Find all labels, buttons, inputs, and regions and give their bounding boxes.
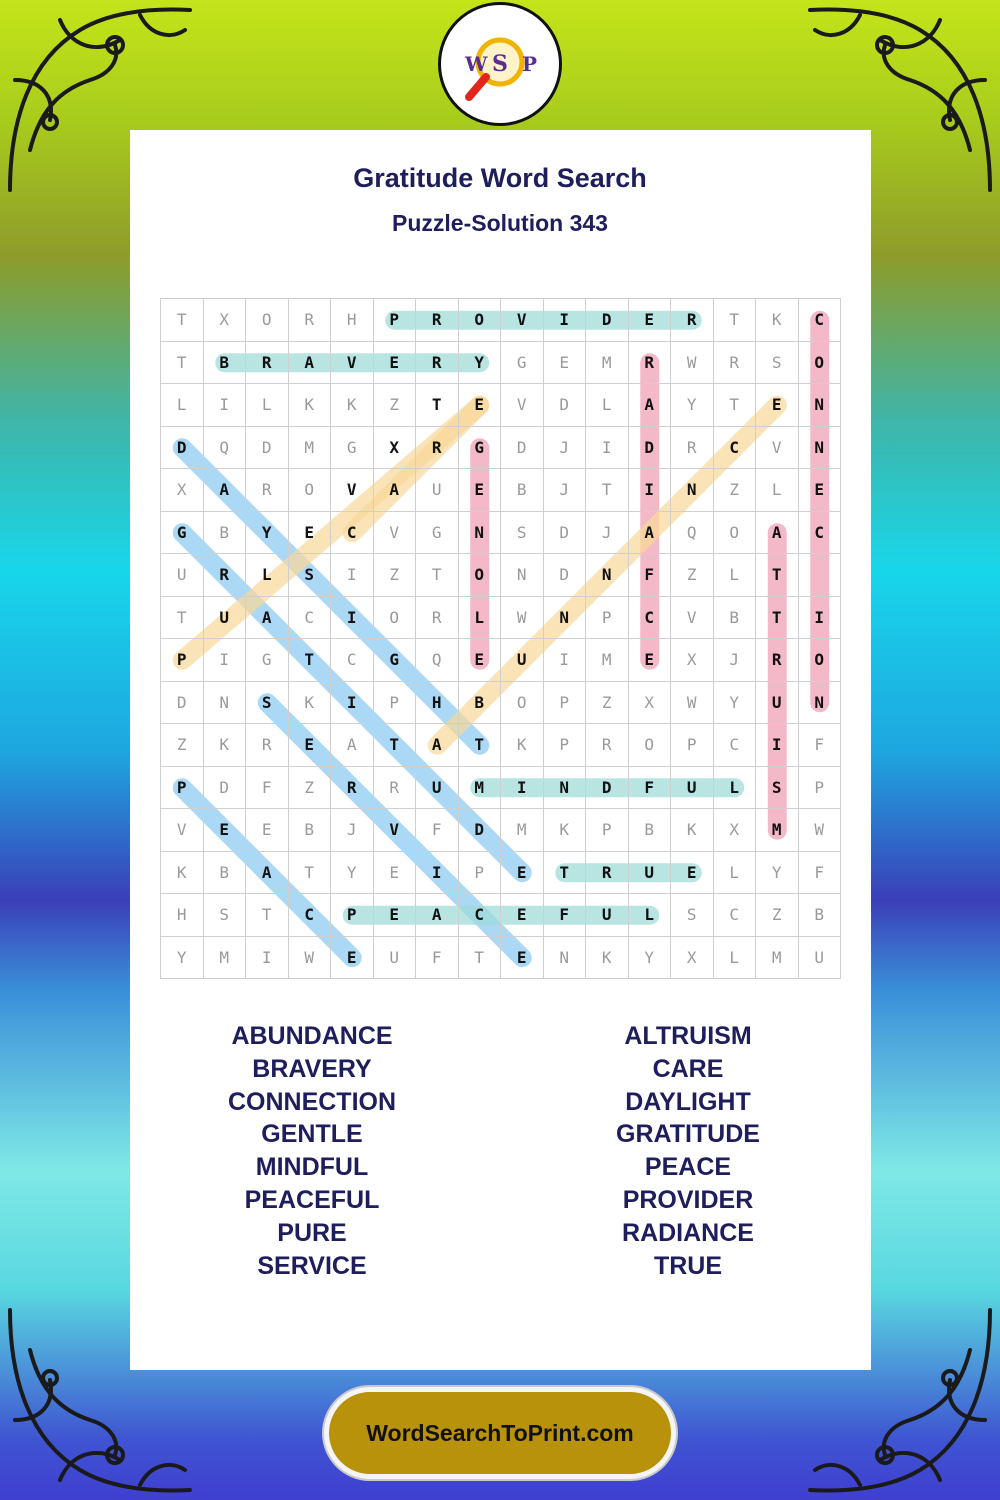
grid-cell[interactable]: B — [799, 894, 842, 937]
grid-cell[interactable]: Z — [374, 554, 417, 597]
grid-cell[interactable]: E — [374, 342, 417, 385]
grid-cell[interactable]: L — [161, 384, 204, 427]
grid-cell[interactable]: M — [289, 427, 332, 470]
grid-cell[interactable]: F — [799, 852, 842, 895]
grid-cell[interactable]: U — [671, 767, 714, 810]
grid-cell[interactable]: I — [501, 767, 544, 810]
grid-cell[interactable]: V — [501, 384, 544, 427]
grid-cell[interactable]: I — [331, 554, 374, 597]
grid-cell[interactable]: U — [416, 469, 459, 512]
logo-letter-s: S — [492, 51, 508, 77]
grid-cell[interactable]: M — [459, 767, 502, 810]
grid-cell[interactable]: M — [756, 809, 799, 852]
grid-cell[interactable]: X — [161, 469, 204, 512]
grid-cell[interactable]: Z — [671, 554, 714, 597]
grid-cell[interactable]: L — [756, 469, 799, 512]
grid-cell[interactable]: G — [501, 342, 544, 385]
word-list-item: PEACE — [644, 1153, 732, 1182]
grid-cell[interactable]: S — [501, 512, 544, 555]
grid-cell[interactable]: E — [204, 809, 247, 852]
grid-cell[interactable]: V — [374, 512, 417, 555]
grid-cell[interactable]: B — [501, 469, 544, 512]
grid-cell[interactable]: T — [161, 342, 204, 385]
grid-cell[interactable]: A — [246, 852, 289, 895]
grid-cell[interactable]: Z — [161, 724, 204, 767]
grid-cell[interactable]: S — [756, 767, 799, 810]
grid-cell[interactable]: K — [501, 724, 544, 767]
grid-cell[interactable]: R — [671, 299, 714, 342]
grid-cell[interactable]: T — [586, 469, 629, 512]
grid-cell[interactable]: R — [416, 597, 459, 640]
grid-cell[interactable]: I — [799, 597, 842, 640]
grid-cell[interactable]: Z — [714, 469, 757, 512]
grid-cell[interactable]: H — [331, 299, 374, 342]
grid-cell[interactable]: T — [714, 384, 757, 427]
grid-cell[interactable]: E — [629, 299, 672, 342]
grid-cell[interactable]: S — [204, 894, 247, 937]
grid-cell[interactable]: Y — [714, 682, 757, 725]
word-list-item: TRUE — [653, 1251, 723, 1280]
grid-cell[interactable]: D — [586, 767, 629, 810]
grid-cell[interactable]: D — [586, 299, 629, 342]
grid-cell[interactable]: O — [459, 554, 502, 597]
grid-cell[interactable]: R — [671, 427, 714, 470]
grid-cell[interactable]: I — [416, 852, 459, 895]
grid-cell[interactable]: A — [289, 342, 332, 385]
grid-cell[interactable]: O — [289, 469, 332, 512]
grid-cell[interactable]: B — [204, 342, 247, 385]
grid-cell[interactable]: H — [416, 682, 459, 725]
grid-cell[interactable]: E — [331, 937, 374, 980]
page-subtitle: Puzzle-Solution 343 — [392, 210, 608, 236]
grid-cell[interactable]: F — [799, 724, 842, 767]
grid-cell[interactable]: P — [799, 767, 842, 810]
grid-cell[interactable]: R — [714, 342, 757, 385]
word-list-item: PURE — [277, 1218, 347, 1247]
grid-cell[interactable]: P — [374, 299, 417, 342]
grid-cell[interactable]: R — [246, 724, 289, 767]
grid-cell[interactable]: I — [544, 639, 587, 682]
grid-cell[interactable]: Y — [246, 512, 289, 555]
word-list-item: ALTRUISM — [624, 1022, 752, 1050]
word-list-left — [162, 1020, 462, 1282]
grid-cell[interactable]: Z — [586, 682, 629, 725]
grid-cell[interactable]: I — [756, 724, 799, 767]
grid-cell[interactable]: S — [671, 894, 714, 937]
word-list-item: RADIANCE — [622, 1218, 754, 1247]
grid-cell[interactable]: L — [629, 894, 672, 937]
grid-cell[interactable] — [799, 554, 842, 597]
grid-cell[interactable]: I — [331, 682, 374, 725]
grid-cell[interactable]: U — [501, 639, 544, 682]
grid-cell[interactable]: A — [331, 724, 374, 767]
grid-cell[interactable]: C — [799, 299, 842, 342]
grid-cell[interactable]: D — [629, 427, 672, 470]
grid-cell[interactable]: C — [289, 597, 332, 640]
grid-cell[interactable]: E — [459, 469, 502, 512]
grid-cell[interactable]: R — [204, 554, 247, 597]
grid-cell[interactable]: U — [586, 894, 629, 937]
grid-cell[interactable]: D — [501, 427, 544, 470]
grid-cell[interactable]: A — [629, 512, 672, 555]
grid-cell[interactable]: D — [544, 512, 587, 555]
grid-cell[interactable]: C — [714, 724, 757, 767]
grid-cell[interactable]: K — [161, 852, 204, 895]
grid-cell[interactable]: E — [289, 512, 332, 555]
grid-cell[interactable]: E — [799, 469, 842, 512]
grid-cell[interactable]: A — [374, 469, 417, 512]
word-list-item: PEACEFUL — [244, 1185, 380, 1214]
grid-cell[interactable]: T — [544, 852, 587, 895]
grid-cell[interactable]: G — [246, 639, 289, 682]
grid-cell[interactable]: B — [204, 852, 247, 895]
grid-cell[interactable]: J — [544, 469, 587, 512]
word-list-item: CONNECTION — [227, 1087, 397, 1116]
site-logo[interactable] — [438, 2, 562, 126]
grid-cell[interactable]: V — [671, 597, 714, 640]
grid-cell[interactable]: O — [459, 299, 502, 342]
grid-cell[interactable]: A — [246, 597, 289, 640]
grid-cell[interactable]: J — [331, 809, 374, 852]
website-label: WordSearchToPrint.com — [366, 1419, 634, 1446]
grid-cell[interactable]: T — [416, 384, 459, 427]
grid-cell[interactable]: F — [629, 554, 672, 597]
grid-cell[interactable]: R — [331, 767, 374, 810]
grid-cell[interactable]: E — [289, 724, 332, 767]
grid-cell[interactable]: G — [161, 512, 204, 555]
grid-cell[interactable]: K — [756, 299, 799, 342]
grid-cell[interactable]: O — [799, 639, 842, 682]
grid-cell[interactable]: A — [416, 894, 459, 937]
grid-cell[interactable]: Z — [756, 894, 799, 937]
grid-cell[interactable]: U — [416, 767, 459, 810]
grid-cell[interactable]: R — [246, 469, 289, 512]
grid-cell[interactable]: E — [501, 937, 544, 980]
grid-cell[interactable]: L — [246, 384, 289, 427]
grid-cell[interactable]: I — [544, 299, 587, 342]
grid-cell[interactable]: D — [161, 682, 204, 725]
grid-cell[interactable]: G — [459, 427, 502, 470]
grid-cell[interactable]: P — [459, 852, 502, 895]
grid-cell[interactable]: G — [374, 639, 417, 682]
grid-cell[interactable]: P — [671, 724, 714, 767]
grid-cell[interactable]: F — [629, 767, 672, 810]
grid-cell[interactable]: W — [671, 342, 714, 385]
grid-cell[interactable]: N — [204, 682, 247, 725]
grid-cell[interactable]: U — [756, 682, 799, 725]
grid-cell[interactable]: U — [204, 597, 247, 640]
grid-cell[interactable]: R — [586, 852, 629, 895]
grid-cell[interactable]: U — [629, 852, 672, 895]
grid-cell[interactable]: Q — [416, 639, 459, 682]
grid-cell[interactable]: T — [289, 852, 332, 895]
grid-cell[interactable]: V — [331, 342, 374, 385]
grid-cell[interactable]: K — [544, 809, 587, 852]
grid-cell[interactable]: F — [246, 767, 289, 810]
grid-cell[interactable]: Y — [629, 937, 672, 980]
logo-letter-p: P — [522, 52, 538, 76]
grid-cell[interactable]: D — [459, 809, 502, 852]
grid-cell[interactable]: K — [289, 384, 332, 427]
grid-cell[interactable]: T — [161, 299, 204, 342]
logo-letter-w: W — [465, 52, 488, 76]
grid-cell[interactable]: T — [756, 597, 799, 640]
grid-cell[interactable]: M — [586, 342, 629, 385]
grid-cell[interactable]: E — [246, 809, 289, 852]
grid-cell[interactable]: P — [161, 767, 204, 810]
grid-cell[interactable]: E — [459, 384, 502, 427]
grid-cell[interactable]: D — [204, 767, 247, 810]
grid-cell[interactable]: B — [289, 809, 332, 852]
grid-cell[interactable]: F — [544, 894, 587, 937]
grid-cell[interactable]: N — [501, 554, 544, 597]
grid-cell[interactable]: E — [501, 852, 544, 895]
grid-cell[interactable]: K — [671, 809, 714, 852]
grid-cell[interactable]: K — [586, 937, 629, 980]
grid-cell[interactable]: P — [374, 682, 417, 725]
grid-cell[interactable]: N — [544, 597, 587, 640]
grid-cell[interactable]: Y — [459, 342, 502, 385]
grid-cell[interactable]: D — [544, 554, 587, 597]
grid-cell[interactable]: K — [204, 724, 247, 767]
grid-cell[interactable]: T — [459, 937, 502, 980]
grid-cell[interactable]: I — [246, 937, 289, 980]
grid-cell[interactable]: L — [714, 937, 757, 980]
grid-cell[interactable]: X — [714, 809, 757, 852]
grid-cell[interactable]: O — [501, 682, 544, 725]
word-list-item: SERVICE — [257, 1251, 367, 1280]
grid-cell[interactable]: A — [204, 469, 247, 512]
grid-cell[interactable]: R — [374, 767, 417, 810]
grid-cell[interactable]: T — [246, 894, 289, 937]
grid-cell[interactable]: Z — [374, 384, 417, 427]
grid-cell[interactable]: X — [671, 639, 714, 682]
grid-cell[interactable]: V — [161, 809, 204, 852]
grid-cell[interactable]: Y — [756, 852, 799, 895]
grid-cell[interactable]: I — [331, 597, 374, 640]
grid-cell[interactable]: X — [204, 299, 247, 342]
grid-cell[interactable]: C — [459, 894, 502, 937]
grid-cell[interactable]: R — [629, 342, 672, 385]
grid-cell[interactable]: P — [586, 597, 629, 640]
grid-cell[interactable]: L — [459, 597, 502, 640]
grid-cell[interactable]: Y — [161, 937, 204, 980]
grid-cell[interactable]: B — [629, 809, 672, 852]
grid-cell[interactable]: O — [714, 512, 757, 555]
grid-cell[interactable]: V — [331, 469, 374, 512]
grid-cell[interactable]: S — [289, 554, 332, 597]
grid-cell[interactable]: R — [246, 342, 289, 385]
grid-cell[interactable]: L — [586, 384, 629, 427]
grid-cell[interactable]: B — [714, 597, 757, 640]
grid-cell[interactable]: C — [799, 512, 842, 555]
grid-cell[interactable]: X — [671, 937, 714, 980]
grid-cell[interactable]: L — [714, 767, 757, 810]
grid-cell[interactable]: R — [289, 299, 332, 342]
grid-cell[interactable]: E — [544, 342, 587, 385]
grid-cell[interactable]: U — [161, 554, 204, 597]
grid-cell[interactable]: U — [799, 937, 842, 980]
grid-cell[interactable]: D — [161, 427, 204, 470]
grid-cell[interactable]: L — [246, 554, 289, 597]
grid-cell[interactable]: P — [544, 682, 587, 725]
grid-cell[interactable]: C — [331, 512, 374, 555]
grid-cell[interactable]: V — [374, 809, 417, 852]
word-list-right — [538, 1020, 838, 1282]
word-list-item: MINDFUL — [255, 1153, 369, 1182]
grid-cell[interactable]: Z — [289, 767, 332, 810]
grid-cell[interactable]: C — [629, 597, 672, 640]
grid-cell[interactable]: O — [374, 597, 417, 640]
grid-cell[interactable]: G — [331, 427, 374, 470]
grid-cell[interactable]: T — [459, 724, 502, 767]
grid-cell[interactable]: B — [204, 512, 247, 555]
grid-cell[interactable]: I — [629, 469, 672, 512]
grid-cell[interactable]: V — [501, 299, 544, 342]
grid-cell[interactable]: A — [756, 512, 799, 555]
grid-cell[interactable]: I — [204, 384, 247, 427]
grid-cell[interactable]: M — [204, 937, 247, 980]
grid-cell[interactable]: N — [799, 682, 842, 725]
grid-cell[interactable]: X — [629, 682, 672, 725]
grid-cell[interactable]: C — [714, 427, 757, 470]
page-title: Gratitude Word Search — [353, 163, 647, 193]
word-list-item: GENTLE — [261, 1120, 363, 1149]
grid-cell[interactable]: M — [501, 809, 544, 852]
grid-cell[interactable]: I — [204, 639, 247, 682]
grid-cell[interactable]: O — [246, 299, 289, 342]
grid-cell[interactable]: G — [416, 512, 459, 555]
website-button[interactable] — [324, 1387, 676, 1479]
grid-cell[interactable]: H — [161, 894, 204, 937]
grid-cell[interactable]: A — [416, 724, 459, 767]
grid-cell[interactable]: D — [246, 427, 289, 470]
grid-cell[interactable]: R — [416, 342, 459, 385]
grid-cell[interactable]: J — [714, 639, 757, 682]
word-list-item: DAYLIGHT — [625, 1087, 751, 1116]
grid-cell[interactable]: S — [756, 342, 799, 385]
grid-cell[interactable]: J — [586, 512, 629, 555]
grid-cell[interactable]: S — [246, 682, 289, 725]
grid-cell[interactable]: E — [671, 852, 714, 895]
grid-cell[interactable]: F — [416, 809, 459, 852]
grid-cell[interactable]: T — [416, 554, 459, 597]
letter-grid — [160, 298, 841, 979]
grid-cell[interactable]: J — [544, 427, 587, 470]
grid-cell[interactable]: N — [799, 427, 842, 470]
grid-cell[interactable]: R — [586, 724, 629, 767]
grid-cell[interactable]: N — [671, 469, 714, 512]
grid-cell[interactable]: E — [374, 894, 417, 937]
grid-cell[interactable]: T — [714, 299, 757, 342]
word-list-item: GRATITUDE — [616, 1120, 760, 1149]
grid-cell[interactable]: Y — [331, 852, 374, 895]
grid-cell[interactable]: D — [544, 384, 587, 427]
grid-cell[interactable]: P — [586, 809, 629, 852]
grid-cell[interactable]: L — [714, 852, 757, 895]
grid-cell[interactable]: Q — [204, 427, 247, 470]
grid-cell[interactable]: M — [756, 937, 799, 980]
grid-cell[interactable]: W — [671, 682, 714, 725]
grid-cell[interactable]: E — [459, 639, 502, 682]
grid-cell[interactable]: C — [331, 639, 374, 682]
grid-cell[interactable]: Q — [671, 512, 714, 555]
grid-cell[interactable]: V — [756, 427, 799, 470]
grid-cell[interactable]: T — [756, 554, 799, 597]
grid-cell[interactable]: N — [459, 512, 502, 555]
word-list-item: PROVIDER — [622, 1185, 754, 1214]
grid-cell[interactable]: M — [586, 639, 629, 682]
grid-cell[interactable]: E — [374, 852, 417, 895]
grid-cell[interactable]: W — [799, 809, 842, 852]
grid-cell[interactable]: R — [756, 639, 799, 682]
grid-cell[interactable]: R — [416, 299, 459, 342]
grid-cell[interactable]: N — [586, 554, 629, 597]
grid-cell[interactable]: P — [331, 894, 374, 937]
word-search-grid — [160, 298, 841, 979]
grid-cell[interactable]: T — [374, 724, 417, 767]
grid-cell[interactable]: E — [629, 639, 672, 682]
grid-cell[interactable]: W — [289, 937, 332, 980]
grid-cell[interactable]: E — [756, 384, 799, 427]
grid-cell[interactable]: F — [416, 937, 459, 980]
grid-cell[interactable]: U — [374, 937, 417, 980]
word-list-item: BRAVERY — [252, 1054, 372, 1083]
grid-cell[interactable]: X — [374, 427, 417, 470]
grid-cell[interactable]: T — [289, 639, 332, 682]
grid-cell[interactable]: C — [714, 894, 757, 937]
word-list-item: ABUNDANCE — [231, 1022, 393, 1050]
grid-cell[interactable]: A — [629, 384, 672, 427]
grid-cell[interactable]: K — [331, 384, 374, 427]
grid-cell[interactable]: N — [799, 384, 842, 427]
grid-cell[interactable]: W — [501, 597, 544, 640]
grid-cell[interactable]: P — [544, 724, 587, 767]
grid-cell[interactable]: K — [289, 682, 332, 725]
grid-cell[interactable]: O — [799, 342, 842, 385]
grid-cell[interactable]: T — [161, 597, 204, 640]
grid-cell[interactable]: L — [714, 554, 757, 597]
grid-cell[interactable]: N — [544, 767, 587, 810]
grid-cell[interactable]: O — [629, 724, 672, 767]
grid-cell[interactable]: E — [501, 894, 544, 937]
grid-cell[interactable]: I — [586, 427, 629, 470]
grid-cell[interactable]: P — [161, 639, 204, 682]
grid-cell[interactable]: C — [289, 894, 332, 937]
grid-cell[interactable]: N — [544, 937, 587, 980]
grid-cell[interactable]: R — [416, 427, 459, 470]
grid-cell[interactable]: Y — [671, 384, 714, 427]
grid-cell[interactable]: B — [459, 682, 502, 725]
word-list-item: CARE — [652, 1054, 724, 1083]
